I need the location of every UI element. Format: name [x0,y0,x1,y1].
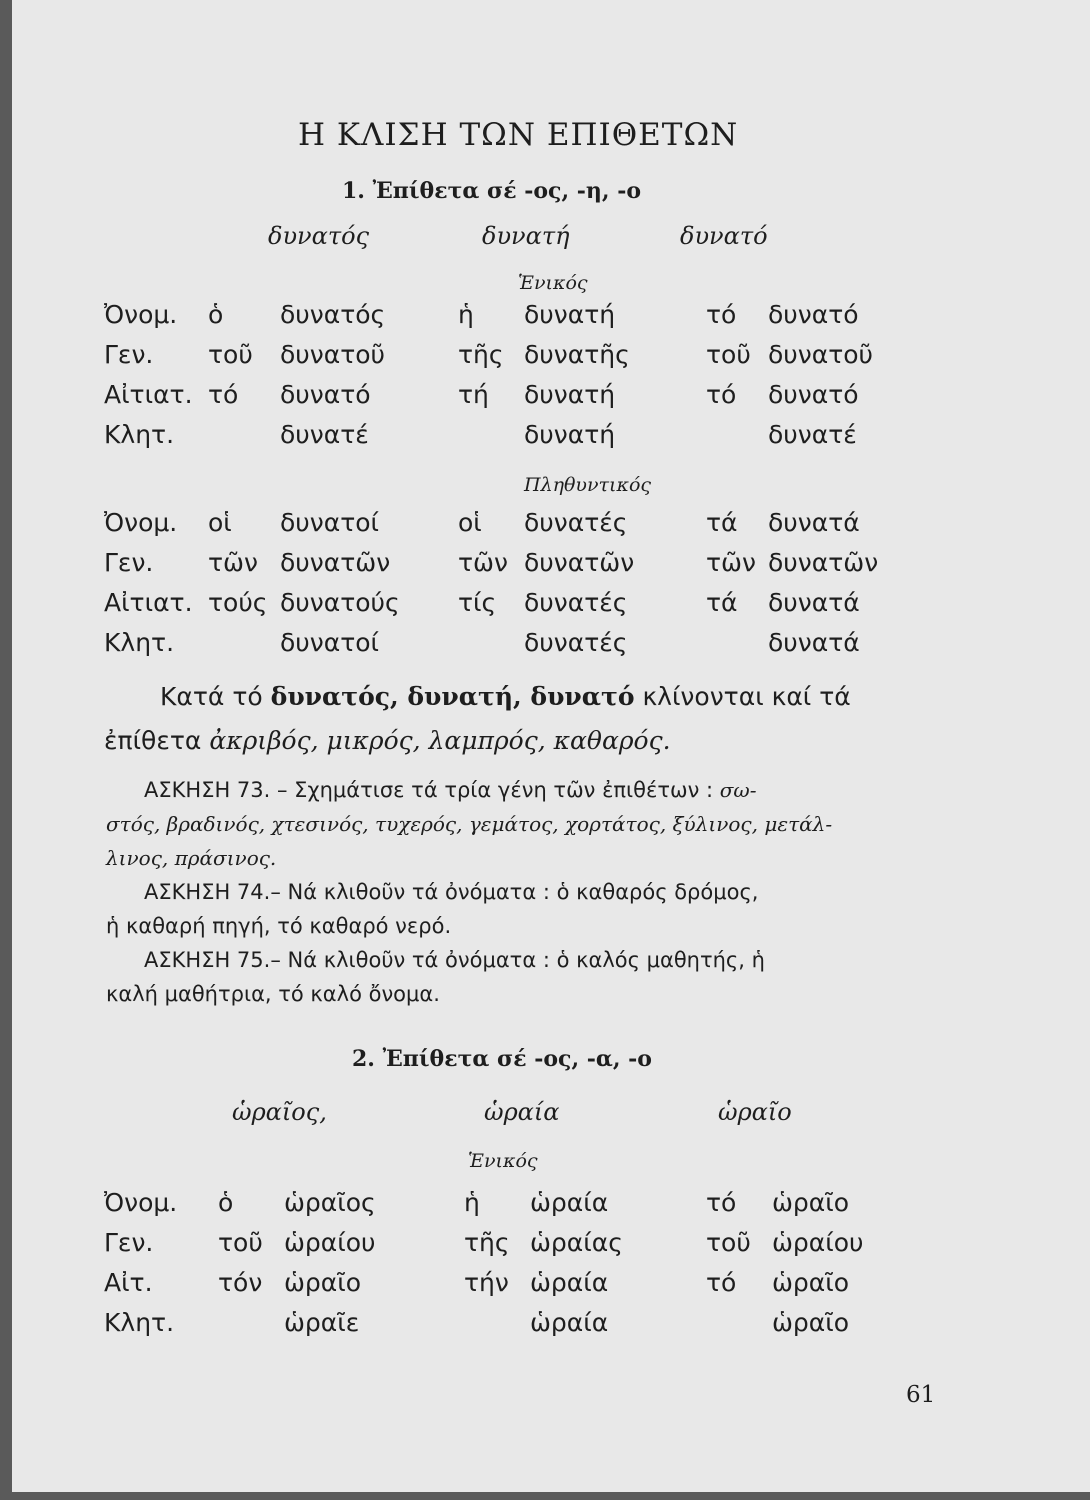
declension-cell: ὡραία [530,1188,609,1217]
declension-cell: ὁ [218,1188,234,1217]
declension-cell: οἱ [208,508,232,537]
form-feminine: δυνατή [482,222,570,250]
declension-cell: Αἰτ. [104,1268,153,1297]
declension-cell: τῶν [458,548,508,577]
declension-cell: δυνατή [524,420,616,449]
declension-cell: Γεν. [104,1228,154,1257]
form-neuter: δυνατό [680,222,768,250]
declension-cell: τῆς [458,340,504,369]
declension-cell: δυνατό [280,380,371,409]
declension-cell: Αἰτιατ. [104,380,193,409]
declension-cell: οἱ [458,508,482,537]
declension-cell: ἡ [464,1188,480,1217]
declension-cell: δυνατούς [280,588,400,617]
declension-cell: δυνατῆς [524,340,630,369]
page-number: 61 [906,1382,936,1408]
singular-label: Ἑνικός [518,272,588,294]
declension-cell: τό [706,1188,737,1217]
declension-cell: δυνατή [524,380,616,409]
declension-cell: τή [458,380,489,409]
exercise-74: ΑΣΚΗΣΗ 74.– Νά κλιθοῦν τά ὀνόματα : ὁ καθαρός δρόμος, [144,880,759,904]
declension-cell: τά [706,508,738,537]
form2-masculine: ὡραῖος, [232,1098,327,1126]
exercise-73: ΑΣΚΗΣΗ 73. – Σχημάτισε τά τρία γένη τῶν ἐπιθέτων : σω- [144,778,757,802]
declension-cell: δυνατῶν [768,548,879,577]
book-page [12,0,1090,1492]
plural-label: Πληθυντικός [524,474,652,496]
declension-cell: ὡραῖο [772,1188,850,1217]
declension-cell: δυνατῶν [524,548,635,577]
declension-cell: ὁ [208,300,224,329]
declension-cell: τό [706,380,737,409]
declension-cell: Ὀνομ. [104,508,178,537]
declension-cell: τοῦ [706,340,751,369]
exercise-75: ΑΣΚΗΣΗ 75.– Νά κλιθοῦν τά ὀνόματα : ὁ καλός μαθητής, ἡ [144,948,765,972]
declension-cell: ὡραία [530,1268,609,1297]
declension-cell: τούς [208,588,268,617]
declension-cell: δυνατοί [280,628,380,657]
declension-cell: τίς [458,588,497,617]
page-title: Η ΚΛΙΣΗ ΤΩΝ ΕΠΙΘΕΤΩΝ [298,117,739,153]
declension-cell: Γεν. [104,548,154,577]
exercise-74-line-2: ἡ καθαρή πηγή, τό καθαρό νερό. [106,914,452,938]
declension-cell: δυνατέ [768,420,857,449]
form-masculine: δυνατός [268,222,370,250]
declension-cell: τῆς [464,1228,510,1257]
declension-cell: τῶν [706,548,756,577]
declension-cell: δυνατή [524,300,616,329]
declension-cell: Κλητ. [104,420,175,449]
declension-cell: ὡραίου [772,1228,864,1257]
declension-cell: τήν [464,1268,509,1297]
rule-line-1: Κατά τό δυνατός, δυνατή, δυνατό κλίνονται καί τά [160,682,851,711]
declension-cell: ὡραῖο [284,1268,362,1297]
declension-cell: δυνατοῦ [280,340,386,369]
declension-cell: ὡραῖο [772,1308,850,1337]
declension-cell: τοῦ [208,340,253,369]
section-2-heading: 2. Ἐπίθετα σέ -ος, -α, -ο [352,1046,652,1072]
form2-neuter: ὡραῖο [718,1098,792,1126]
declension-cell: Γεν. [104,340,154,369]
singular-label-2: Ἑνικός [468,1150,538,1172]
declension-cell: ἡ [458,300,474,329]
declension-cell: τόν [218,1268,263,1297]
declension-cell: ὡραία [530,1308,609,1337]
declension-cell: δυνατά [768,628,860,657]
declension-cell: δυνατές [524,628,628,657]
declension-cell: τά [706,588,738,617]
declension-cell: δυνατά [768,588,860,617]
exercise-73-line-3: λινος, πράσινος. [106,846,277,870]
declension-cell: τοῦ [218,1228,263,1257]
declension-cell: δυνατοῦ [768,340,874,369]
declension-cell: δυνατές [524,508,628,537]
exercise-75-line-2: καλή μαθήτρια, τό καλό ὄνομα. [106,982,440,1006]
declension-cell: τό [706,300,737,329]
declension-cell: δυνατός [280,300,386,329]
declension-cell: Ὀνομ. [104,300,178,329]
declension-cell: δυνατά [768,508,860,537]
section-1-heading: 1. Ἐπίθετα σέ -ος, -η, -ο [342,178,642,204]
declension-cell: ὡραίου [284,1228,376,1257]
declension-cell: τό [208,380,239,409]
exercise-73-line-2: στός, βραδινός, χτεσινός, τυχερός, γεμάτος, χορτάτος, ξύλινος, μετάλ- [106,812,833,836]
declension-cell: δυνατῶν [280,548,391,577]
declension-cell: ὡραῖε [284,1308,360,1337]
form2-feminine: ὡραία [484,1098,560,1126]
declension-cell: Κλητ. [104,1308,175,1337]
declension-cell: τῶν [208,548,258,577]
declension-cell: Ὀνομ. [104,1188,178,1217]
declension-cell: ὡραῖο [772,1268,850,1297]
declension-cell: Κλητ. [104,628,175,657]
declension-cell: δυνατέ [280,420,369,449]
declension-cell: δυνατό [768,300,859,329]
declension-cell: ὡραίας [530,1228,623,1257]
declension-cell: τό [706,1268,737,1297]
declension-cell: ὡραῖος [284,1188,376,1217]
declension-cell: Αἰτιατ. [104,588,193,617]
rule-line-2: ἐπίθετα ἀκριβός, μικρός, λαμπρός, καθαρός. [104,726,671,755]
declension-cell: δυνατές [524,588,628,617]
declension-cell: δυνατοί [280,508,380,537]
declension-cell: δυνατό [768,380,859,409]
declension-cell: τοῦ [706,1228,751,1257]
